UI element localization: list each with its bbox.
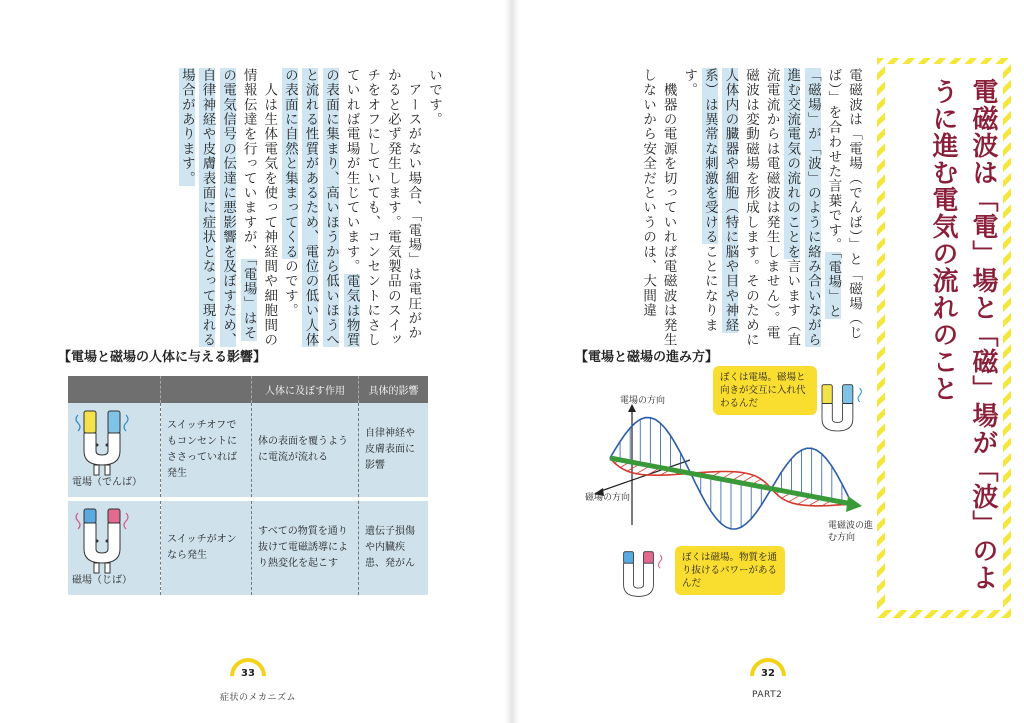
highlighted-text: 人体内の臓器や細胞（特に脳や目や神経系）は異常な刺激を受ける <box>701 68 739 333</box>
impact-cell: 自律神経や皮膚表面に影響 <box>359 403 429 499</box>
book-gutter <box>505 0 519 723</box>
body-text: 電磁波は「電場（でんば）」と「磁場（じば）」を合わせた言葉です。 <box>825 68 862 341</box>
right-body-text <box>564 68 864 348</box>
magnetic-mascot-icon <box>612 545 670 613</box>
condition-cell: スイッチオフでもコンセントにささっていれば発生 <box>161 403 252 499</box>
condition-cell: スイッチがオンなら発生 <box>161 499 252 595</box>
electric-character-cell <box>68 403 161 499</box>
table-row <box>68 403 428 499</box>
table-header-cell <box>161 376 252 403</box>
table-header-cell: 人体に及ぼす作用 <box>252 376 359 403</box>
electric-character-icon <box>70 405 140 483</box>
table-header-row <box>68 376 428 403</box>
page-number-left: 33 <box>241 668 255 679</box>
body-text: ことになります。 機器の電源を切っていれば電磁波は発生しないから安全だというのは、大間違 <box>640 68 718 348</box>
effect-cell: すべての物質を通り抜けて電磁誘導により熱変化を起こす <box>252 499 359 595</box>
magnetic-direction-label: 磁場の方向 <box>585 493 631 503</box>
table-header-cell: 具体的影響 <box>359 376 429 403</box>
electric-mascot-icon <box>810 378 870 448</box>
magnetic-character-icon <box>70 503 140 581</box>
table-header-cell <box>68 376 161 403</box>
body-text: 言います（直流電流からは電磁波は発生しません）。電磁波は変動磁場を形成します。そのために <box>743 68 801 348</box>
electric-label: 電場（でんば） <box>72 477 142 488</box>
magnetic-character-cell <box>68 499 161 595</box>
magnetic-speech-bubble: ぼくは磁場。物質を通り抜けるパワーがあるんだ <box>675 546 785 595</box>
page-number-right: 32 <box>761 668 775 679</box>
propagation-section-title: 【電場と磁場の進み方】 <box>575 350 719 365</box>
magnetic-label: 磁場（じば） <box>72 575 132 586</box>
table-row <box>68 499 428 595</box>
footer-left: 症状のメカニズム <box>220 693 297 703</box>
effects-table <box>68 376 428 595</box>
body-text: のです。 人は生体電気を使って神経間や細胞間の情報伝達を行っていますが、 <box>240 68 298 348</box>
propagation-arrow-head <box>846 496 862 512</box>
effects-section-title: 【電場と磁場の人体に与える影響】 <box>58 350 267 365</box>
highlighted-text: 「電場」と「磁場」が「波」のように絡み合いながら進む交流電気の流れのことを <box>784 68 842 348</box>
highlighted-text: 電気は物質の表面に集まり、高いほうから低いほうへと流れる性質があるため、電位の低い人体の表面に自然と集まってくる <box>281 68 360 348</box>
electric-direction-label: 電場の方向 <box>620 396 666 406</box>
footer-right: PART2 <box>752 690 783 700</box>
effect-cell: 体の表面を覆うように電流が流れる <box>252 403 359 499</box>
left-body-text <box>74 68 444 348</box>
highlighted-text: 「電場」はその電気信号の伝達に悪影響を及ぼすため、自律神経や皮膚表面に症状となって現れる場合があります。 <box>178 68 257 348</box>
electric-speech-bubble: ぼくは電場。磁場と向きが交互に入れ代わるんだ <box>713 366 817 415</box>
page-title: 電磁波は「電」場と「磁」場が「波」のように進む電気の流れのこと <box>928 78 998 591</box>
body-text: いです。 アースがない場合、「電場」は電圧がかかると必ず発生します。電気製品のスイッチをオフにしていても、コンセントにさしていれば電場が生じています。 <box>343 68 442 348</box>
wave-direction-label: 電磁波の進む方向 <box>828 521 874 543</box>
impact-cell: 遺伝子損傷や内臓疾患、発がん <box>359 499 429 595</box>
